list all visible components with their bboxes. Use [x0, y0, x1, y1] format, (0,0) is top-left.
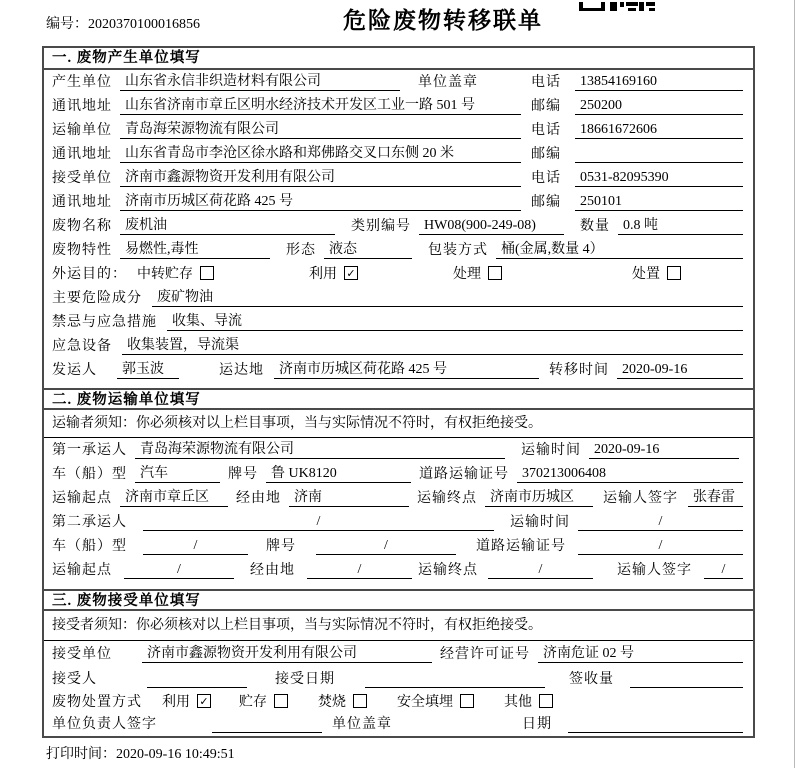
transporter-address-label: 通讯地址 — [52, 147, 112, 162]
route1-row — [44, 486, 753, 510]
purpose-dispose-label: 处置 — [632, 267, 660, 282]
purpose-transfer-storage-checkbox — [200, 266, 214, 280]
route2-via-label: 经由地 — [250, 563, 295, 578]
transport-time2-label: 运输时间 — [510, 515, 570, 530]
manifest-form — [42, 46, 755, 738]
waste-code-label: 类别编号 — [351, 219, 411, 234]
vehicle1-plate-label: 牌号 — [228, 467, 258, 482]
date-label: 日期 — [522, 717, 552, 732]
transporter-phone-value: 18661672606 — [575, 122, 743, 139]
disposal-method-label: 废物处置方式 — [52, 695, 142, 710]
disposal-utilize-label: 利用 — [162, 695, 190, 710]
unit-seal2-label: 单位盖章 — [332, 717, 392, 732]
purpose-treat-checkbox — [488, 266, 502, 280]
waste-qty-value: 0.8 吨 — [618, 214, 743, 235]
producer-row — [44, 70, 753, 94]
accept-unit-row — [44, 641, 753, 666]
vehicle2-type-label: 车（船）型 — [52, 539, 127, 554]
waste-properties-value: 易燃性,毒性 — [120, 238, 270, 259]
receiver-notice: 接受者须知：你必须核对以上栏目事项，当与实际情况不符时，有权拒绝接受。 — [44, 611, 753, 641]
section2-title: 二. 废物运输单位填写 — [44, 388, 753, 410]
transporter-row — [44, 118, 753, 142]
disposal-utilize-checkbox — [197, 694, 211, 708]
second-carrier-value: / — [143, 514, 494, 531]
transporter-address-value: 山东省青岛市李沧区徐水路和郑佛路交叉口东侧 20 米 — [120, 142, 521, 163]
emergency-measures-value: 收集、导流 — [167, 310, 743, 331]
waste-properties-row — [44, 238, 753, 262]
producer-phone-value: 13854169160 — [575, 74, 743, 91]
responsible-sign-value — [212, 716, 322, 733]
emergency-equipment-row — [44, 334, 753, 358]
disposal-option-utilize — [162, 691, 211, 711]
transfer-time-label: 转移时间 — [549, 363, 609, 378]
license-value: 济南危证 02 号 — [538, 642, 743, 663]
destination-label: 运达地 — [219, 363, 264, 378]
vehicle1-row — [44, 462, 753, 486]
emergency-equipment-label: 应急设备 — [52, 339, 112, 354]
dispatcher-value: 郭玉波 — [117, 358, 179, 379]
document-header — [0, 0, 796, 46]
disposal-option-incinerate — [318, 691, 367, 711]
hazard-components-label: 主要危险成分 — [52, 291, 142, 306]
destination-value: 济南市历城区荷花路 425 号 — [274, 358, 539, 379]
dispatch-row — [44, 358, 753, 382]
section1-title: 一. 废物产生单位填写 — [44, 48, 753, 70]
receiver-address-label: 通讯地址 — [52, 195, 112, 210]
accept-date-value — [365, 671, 545, 688]
purpose-transfer-storage-label: 中转贮存 — [137, 267, 193, 282]
route1-start-label: 运输起点 — [52, 491, 112, 506]
transporter-notice: 运输者须知：你必须核对以上栏目事项，当与实际情况不符时，有权拒绝接受。 — [44, 410, 753, 438]
route2-end-value: / — [488, 562, 593, 579]
vehicle1-plate-value: 鲁 UK8120 — [266, 462, 411, 483]
purpose-dispose-checkbox — [667, 266, 681, 280]
vehicle1-cert-label: 道路运输证号 — [419, 467, 509, 482]
route1-end-label: 运输终点 — [417, 491, 477, 506]
route1-via-label: 经由地 — [236, 491, 281, 506]
disposal-landfill-label: 安全填埋 — [397, 695, 453, 710]
purpose-option-utilize — [309, 263, 358, 283]
print-time-label: 打印时间： — [46, 747, 116, 762]
vehicle2-row — [44, 534, 753, 558]
print-time-value: 2020-09-16 10:49:51 — [116, 747, 235, 762]
purpose-utilize-label: 利用 — [309, 267, 337, 282]
vehicle1-cert-value: 370213006408 — [517, 466, 743, 483]
route2-sign-value: / — [704, 562, 743, 579]
packing-value: 桶(金属,数量 4） — [496, 238, 743, 259]
disposal-store-checkbox — [274, 694, 288, 708]
route1-sign-value: 张春雷 — [688, 486, 743, 507]
first-carrier-row — [44, 438, 753, 462]
route2-start-value: / — [124, 562, 234, 579]
vehicle2-plate-value: / — [316, 538, 456, 555]
transport-time-value: 2020-09-16 — [589, 442, 739, 459]
disposal-other-label: 其他 — [504, 695, 532, 710]
emergency-equipment-value: 收集装置，导流渠 — [122, 334, 743, 355]
waste-form-value: 液态 — [324, 238, 412, 259]
vehicle1-type-value: 汽车 — [135, 462, 220, 483]
vehicle2-type-value: / — [143, 538, 248, 555]
waste-name-row — [44, 214, 753, 238]
producer-address-value: 山东省济南市章丘区明水经济技术开发区工业一路 501 号 — [120, 94, 521, 115]
transporter-label: 运输单位 — [52, 123, 112, 138]
waste-code-value: HW08(900-249-08) — [419, 218, 564, 235]
accept-unit-value: 济南市鑫源物资开发利用有限公司 — [142, 642, 432, 663]
license-label: 经营许可证号 — [440, 647, 530, 662]
transporter-zip-value — [575, 146, 743, 163]
purpose-option-dispose — [632, 263, 681, 283]
emergency-measures-row — [44, 310, 753, 334]
waste-name-label: 废物名称 — [52, 219, 112, 234]
page-title: 危险废物转移联单 — [343, 8, 543, 33]
receiver-row — [44, 166, 753, 190]
first-carrier-label: 第一承运人 — [52, 443, 127, 458]
qr-code-icon — [579, 0, 655, 16]
disposal-incinerate-label: 焚烧 — [318, 695, 346, 710]
route2-end-label: 运输终点 — [418, 563, 478, 578]
disposal-store-label: 贮存 — [239, 695, 267, 710]
receiver-label: 接受单位 — [52, 171, 112, 186]
receiver-phone-value: 0531-82095390 — [575, 170, 743, 187]
producer-phone-label: 电话 — [531, 75, 561, 90]
route2-start-label: 运输起点 — [52, 563, 112, 578]
transporter-value: 青岛海荣源物流有限公司 — [120, 118, 521, 139]
purpose-treat-label: 处理 — [453, 267, 481, 282]
unit-seal-label: 单位盖章 — [418, 75, 478, 90]
accept-qty-value — [630, 671, 743, 688]
accept-unit-label: 接受单位 — [52, 647, 112, 662]
producer-address-label: 通讯地址 — [52, 99, 112, 114]
disposal-option-landfill — [397, 691, 474, 711]
transfer-purpose-row — [44, 262, 753, 286]
route1-start-value: 济南市章丘区 — [120, 486, 228, 507]
waste-form-label: 形态 — [286, 243, 316, 258]
page-edge-divider — [794, 0, 795, 768]
second-carrier-row — [44, 510, 753, 534]
document-number-value: 2020370100016856 — [88, 17, 200, 32]
producer-zip-label: 邮编 — [531, 99, 561, 114]
transporter-zip-label: 邮编 — [531, 147, 561, 162]
receiver-value: 济南市鑫源物资开发利用有限公司 — [120, 166, 521, 187]
disposal-landfill-checkbox — [460, 694, 474, 708]
transport-time-label: 运输时间 — [521, 443, 581, 458]
route2-sign-label: 运输人签字 — [617, 563, 692, 578]
hazard-components-value: 废矿物油 — [152, 286, 743, 307]
purpose-option-transfer-storage — [137, 263, 214, 283]
emergency-measures-label: 禁忌与应急措施 — [52, 315, 157, 330]
vehicle2-plate-label: 牌号 — [266, 539, 296, 554]
waste-properties-label: 废物特性 — [52, 243, 112, 258]
waste-qty-label: 数量 — [580, 219, 610, 234]
dispatcher-label: 发运人 — [52, 363, 97, 378]
vehicle1-type-label: 车（船）型 — [52, 467, 127, 482]
transport-time2-value: / — [578, 514, 743, 531]
accept-date-label: 接受日期 — [275, 672, 335, 687]
route1-end-value: 济南市历城区 — [485, 486, 593, 507]
waste-name-value: 废机油 — [120, 214, 335, 235]
responsible-sign-label: 单位负责人签字 — [52, 717, 157, 732]
disposal-method-row — [44, 691, 753, 714]
receiver-zip-label: 邮编 — [531, 195, 561, 210]
route2-row — [44, 558, 753, 582]
packing-label: 包装方式 — [428, 243, 488, 258]
accept-qty-label: 签收量 — [569, 672, 614, 687]
transporter-address-row — [44, 142, 753, 166]
accept-person-label: 接受人 — [52, 672, 97, 687]
print-time — [46, 743, 796, 763]
responsible-sign-row — [44, 714, 753, 736]
section3-title: 三. 废物接受单位填写 — [44, 589, 753, 611]
receiver-address-row — [44, 190, 753, 214]
route2-via-value: / — [307, 562, 412, 579]
purpose-utilize-checkbox — [344, 266, 358, 280]
vehicle2-cert-label: 道路运输证号 — [476, 539, 566, 554]
accept-person-value — [147, 671, 247, 688]
second-carrier-label: 第二承运人 — [52, 515, 127, 530]
route1-via-value: 济南 — [289, 486, 409, 507]
producer-label: 产生单位 — [52, 75, 112, 90]
checkmark: ✓ — [346, 266, 356, 280]
disposal-incinerate-checkbox — [353, 694, 367, 708]
vehicle2-cert-value: / — [578, 538, 743, 555]
transporter-phone-label: 电话 — [531, 123, 561, 138]
producer-zip-value: 250200 — [575, 98, 743, 115]
disposal-option-store — [239, 691, 288, 711]
transfer-time-value: 2020-09-16 — [617, 362, 743, 379]
transfer-purpose-label: 外运目的： — [52, 267, 127, 282]
disposal-other-checkbox — [539, 694, 553, 708]
hazard-components-row — [44, 286, 753, 310]
purpose-option-treat — [453, 263, 502, 283]
accept-person-row — [44, 666, 753, 691]
receiver-zip-value: 250101 — [575, 194, 743, 211]
route1-sign-label: 运输人签字 — [603, 491, 678, 506]
producer-value: 山东省永信非织造材料有限公司 — [120, 70, 400, 91]
producer-address-row — [44, 94, 753, 118]
disposal-option-other — [504, 691, 553, 711]
first-carrier-value: 青岛海荣源物流有限公司 — [135, 438, 505, 459]
receiver-address-value: 济南市历城区荷花路 425 号 — [120, 190, 521, 211]
document-number-label: 编号： — [46, 17, 88, 32]
receiver-phone-label: 电话 — [531, 171, 561, 186]
checkmark: ✓ — [199, 694, 209, 708]
date-value — [568, 716, 743, 733]
